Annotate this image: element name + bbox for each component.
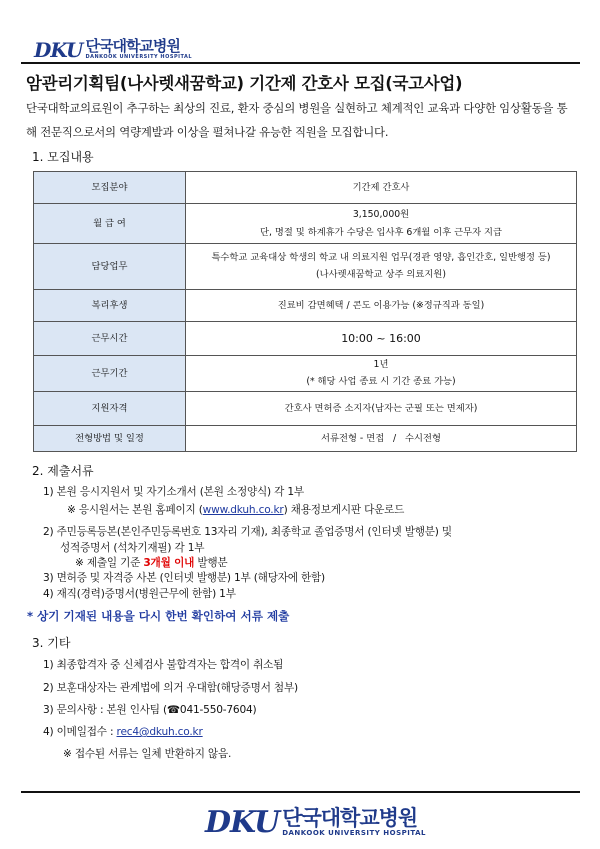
row-value: 진료비 감면혜택 / 콘도 이용가능 (※정규직과 동일) — [186, 290, 577, 322]
logo-mark: DKU — [34, 38, 83, 62]
logo-name-en: DANKOOK UNIVERSITY HOSPITAL — [85, 54, 193, 60]
row-value: 서류전형 - 면접 / 수시전형 — [186, 426, 577, 452]
logo-name-kr: 단국대학교병원 — [85, 37, 180, 55]
logo-mark: DKU — [205, 805, 280, 840]
row-label: 지원자격 — [34, 392, 186, 426]
row-value: 3,150,000원 단, 명절 및 하계휴가 수당은 입사후 6개월 이후 근무자 지급 — [186, 204, 577, 244]
table-row — [34, 392, 577, 426]
homepage-link[interactable]: www.dkuh.co.kr — [202, 504, 284, 516]
row-label: 전형방법 및 일정 — [34, 426, 186, 452]
row-value: 1년 (* 해당 사업 종료 시 기간 종료 가능) — [186, 356, 577, 392]
row-label: 근무기간 — [34, 356, 186, 392]
table-row — [34, 204, 577, 244]
table-row — [34, 290, 577, 322]
row-label: 복리후생 — [34, 290, 186, 322]
hospital-logo-bottom — [205, 805, 426, 840]
row-value: 10:00 ~ 16:00 — [186, 322, 577, 356]
doc-item-1: 1) 본원 응시지원서 및 자기소개서 (본원 소정양식) 각 1부 — [43, 486, 304, 498]
table-row — [34, 244, 577, 290]
page-title: 암관리기획팀(나사렛새꿈학교) 기간제 간호사 모집(국고사업) — [26, 74, 463, 93]
row-value: 기간제 간호사 — [186, 172, 577, 204]
row-label: 담당업무 — [34, 244, 186, 290]
row-value: 간호사 면허증 소지자(남자는 군필 또는 면제자) — [186, 392, 577, 426]
etc-item-4-note: ※ 접수된 서류는 일체 반환하지 않음. — [63, 748, 232, 760]
notice-text: * 상기 기재된 내용을 다시 한번 확인하여 서류 제출 — [27, 609, 290, 623]
row-value: 특수학교 교육대상 학생의 학교 내 의료지원 업무(경관 영양, 흡인간호, 일반행정 등) (나사렛새꿈학교 상주 의료지원) — [186, 244, 577, 290]
header-divider — [21, 62, 580, 64]
table-row — [34, 172, 577, 204]
section-heading-recruitment: 1. 모집내용 — [32, 150, 94, 164]
doc-item-3: 3) 면허증 및 자격증 사본 (인터넷 발행분) 1부 (해당자에 한함) — [43, 572, 325, 584]
table-row — [34, 322, 577, 356]
etc-item-1: 1) 최종합격자 중 신체검사 불합격자는 합격이 취소됨 — [43, 659, 284, 671]
doc-item-4: 4) 재직(경력)증명서(병원근무에 한함) 1부 — [43, 588, 236, 600]
doc-item-2: 2) 주민등록등본(본인주민등록번호 13자리 기재), 최종학교 졸업증명서 (인터넷 발행분) 및 — [43, 526, 452, 538]
recruitment-table — [33, 171, 577, 452]
intro-paragraph: 단국대학교의료원이 추구하는 최상의 진료, 환자 중심의 병원을 실현하고 체계적인 교육과 다양한 임상활동을 통해 전문직으로서의 역량계발과 이상을 펼쳐나갈 유능한 직원을 모집합니다. — [26, 101, 568, 139]
logo-name-kr: 단국대학교병원 — [282, 805, 418, 830]
row-label: 모집분야 — [34, 172, 186, 204]
doc-item-1-note: ※ 응시원서는 본원 홈페이지 (www.dkuh.co.kr) 채용정보게시판 다운로드 — [67, 504, 405, 516]
doc-item-2-note: ※ 제출일 기준 3개월 이내 발행분 — [75, 557, 228, 569]
doc-item-2-cont: 성적증명서 (석차기재필) 각 1부 — [60, 542, 205, 554]
section-heading-documents: 2. 제출서류 — [32, 464, 94, 478]
row-label: 근무시간 — [34, 322, 186, 356]
hospital-logo-top — [34, 38, 192, 62]
section-heading-etc: 3. 기타 — [32, 636, 71, 650]
footer-divider — [21, 791, 580, 793]
etc-item-2: 2) 보훈대상자는 관계법에 의거 우대함(해당증명서 첨부) — [43, 682, 298, 694]
logo-name-en: DANKOOK UNIVERSITY HOSPITAL — [282, 828, 427, 837]
etc-item-3: 3) 문의사항 : 본원 인사팀 (☎041-550-7604) — [43, 704, 257, 716]
email-link[interactable]: rec4@dkuh.co.kr — [116, 726, 203, 738]
etc-item-4: 4) 이메일접수 : rec4@dkuh.co.kr — [43, 726, 203, 738]
table-row — [34, 356, 577, 392]
row-label: 월 급 여 — [34, 204, 186, 244]
table-row — [34, 426, 577, 452]
